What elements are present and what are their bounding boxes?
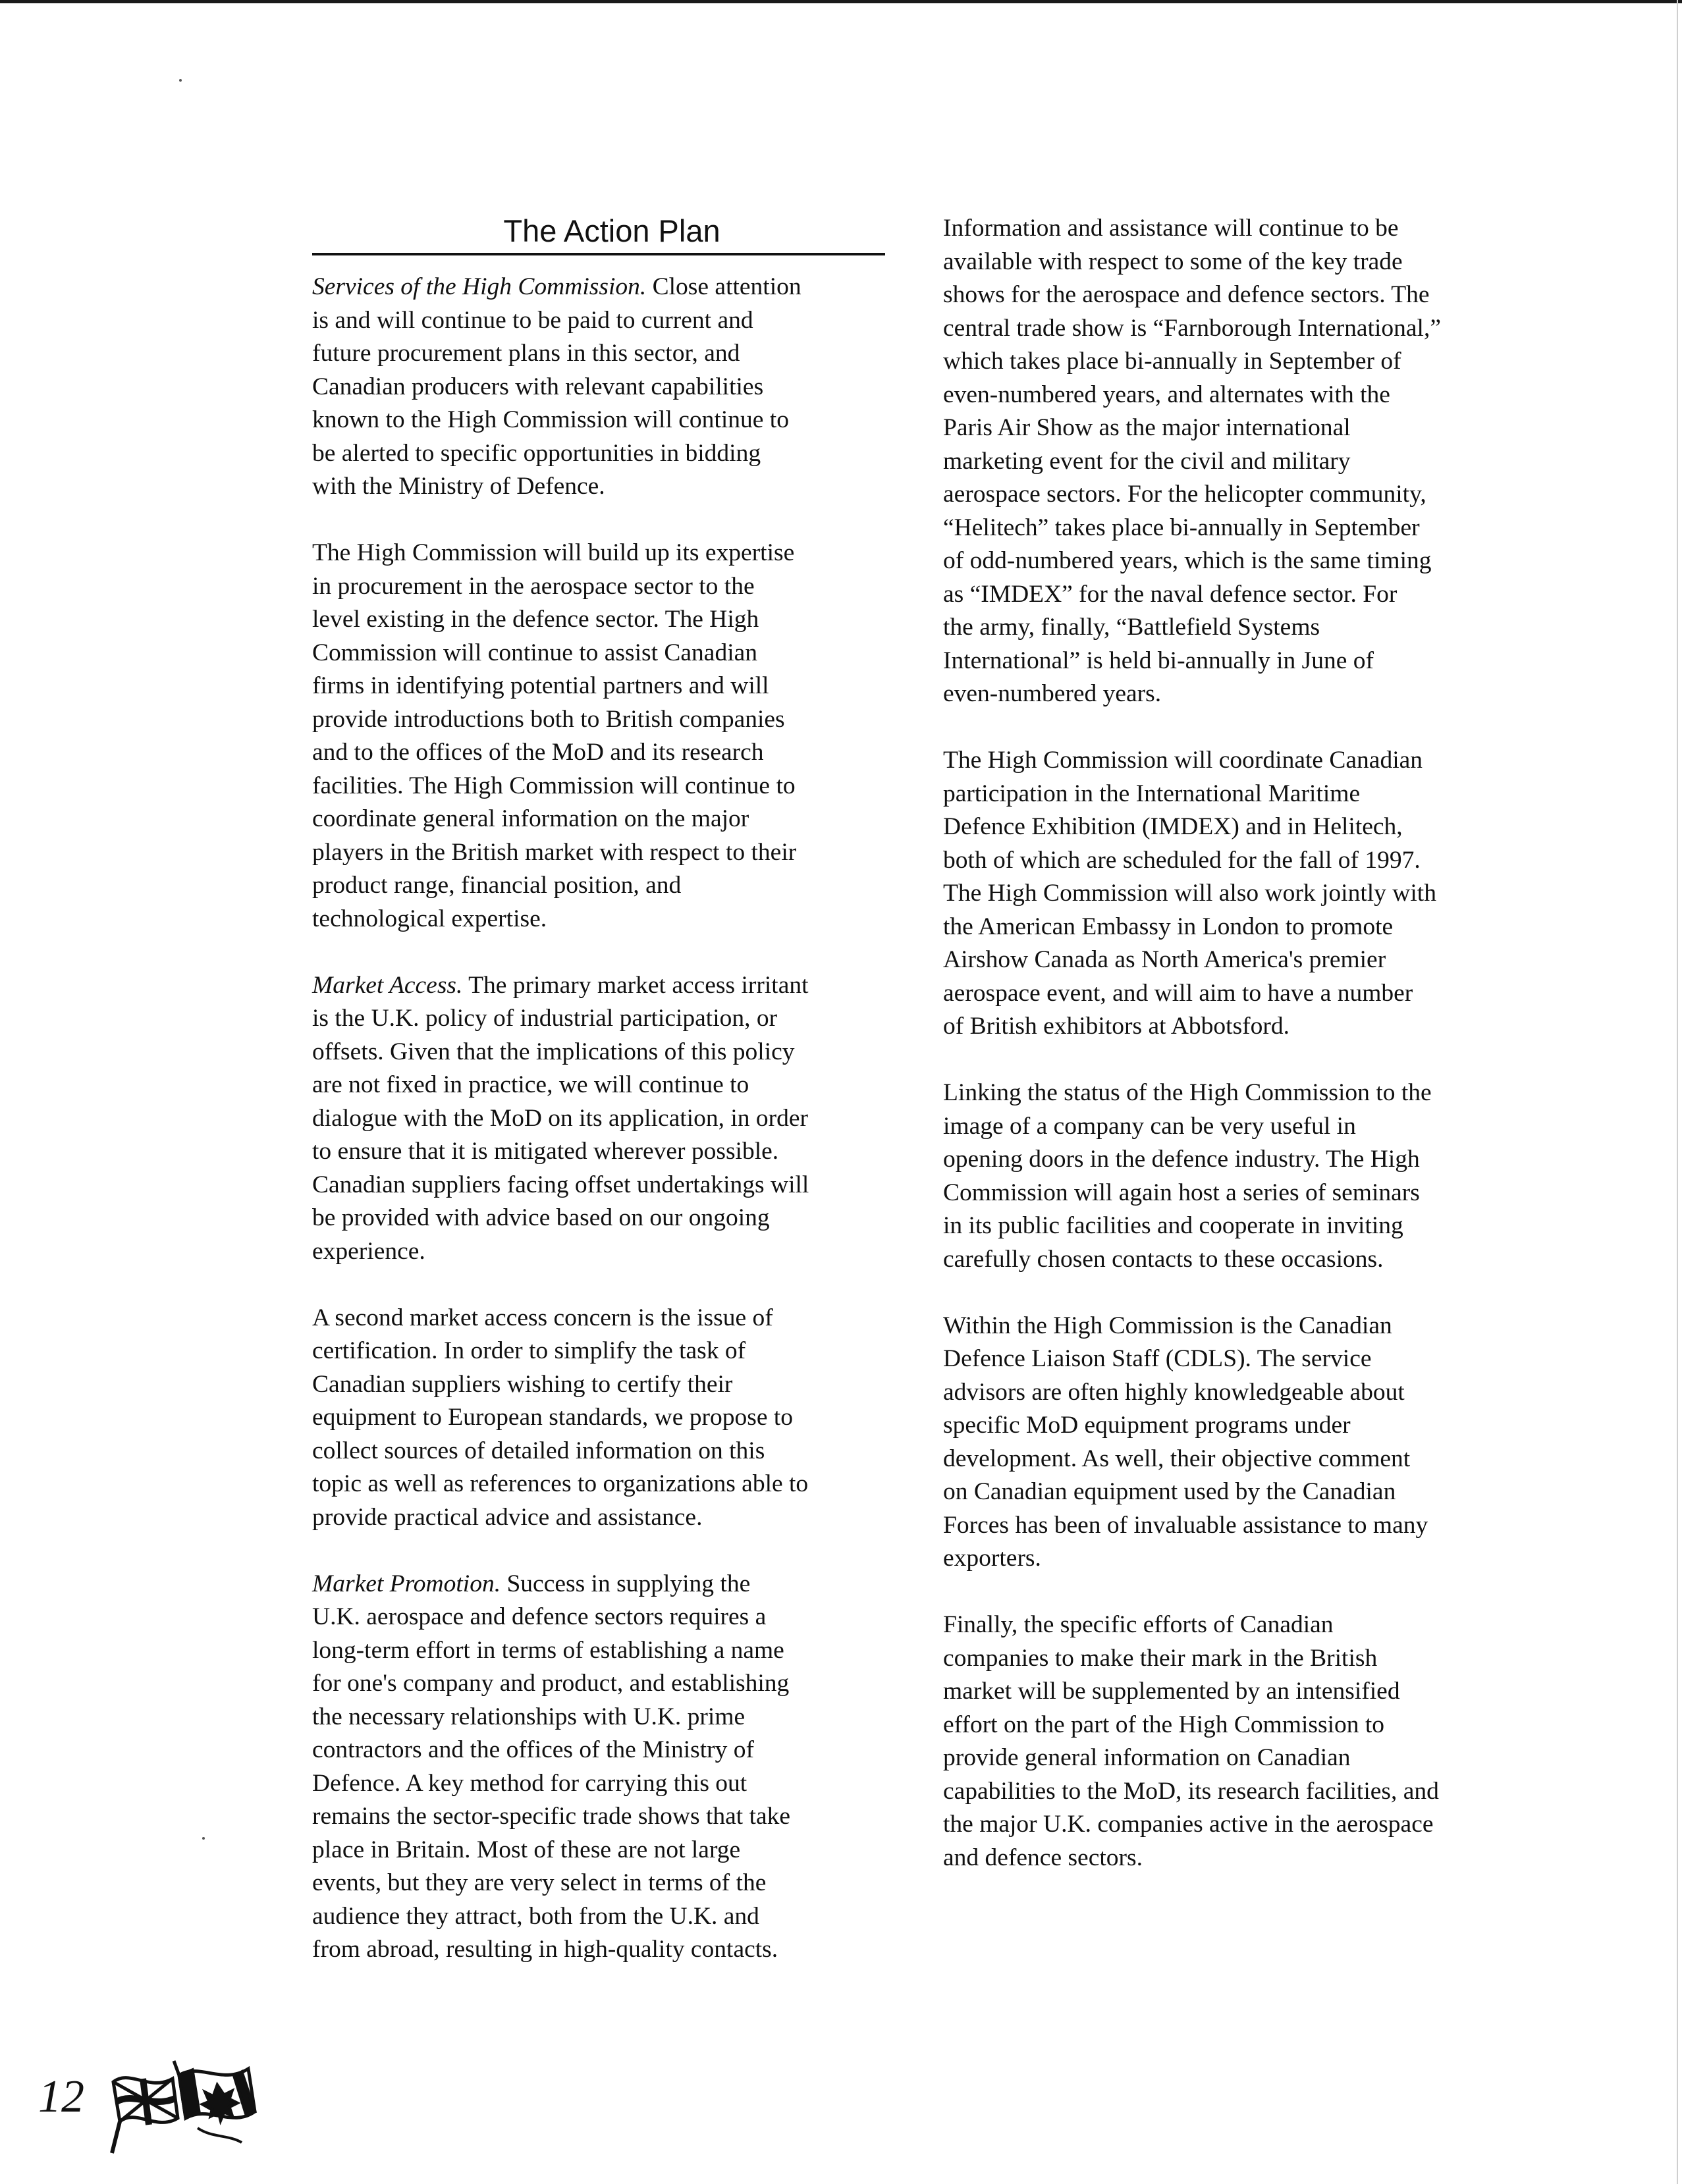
paragraph-text: A second market access concern is the issue of certification. In order to simplify the task of Canadian suppliers wishing to certify their equipment to European standards, we propose to collect sources of detailed information on this topic as well as references to organizations able to provide practical advice and assistance. (312, 1304, 809, 1531)
paragraph-imdex-helitech: The High Commission will coordinate Canadian participation in the International Maritime Defence Exhibition (IMDEX) and in Helitech, both of which are scheduled for the fall of 1997. The High Commission will also work jointly with the American Embassy in London to promote Airshow Canada as North America's premier aerospace event, and will aim to have a number of British exhibitors at Abbotsford. (943, 747, 1436, 1040)
section-title: The Action Plan (312, 212, 885, 255)
right-column (943, 212, 1516, 1908)
paragraph-text: Success in supplying the U.K. aerospace and defence sectors requires a long-term effort in terms of establishing a name for one's company and product, and establishing the necessary relationships with U.K. prime contractors and the offices of the Ministry of Defence. A key method for carrying this out remains the sector-specific trade shows that take place in Britain. Most of these are not large events, but they are very select in terms of the audience they attract, both from the U.K. and from abroad, resulting in high-quality contacts. (312, 1570, 791, 1963)
left-column (312, 212, 885, 2000)
paragraph-text: The High Commission will build up its expertise in procurement in the aerospace sector to the level existing in the defence sector. The High Commission will continue to assist Canadian firms in identifying potential partners and will provide introductions both to British companies and to the offices of the MoD and its research facilities. The High Commission will continue to coordinate general information on the major players in the British market with respect to their product range, financial position, and technological expertise. (312, 539, 797, 932)
paragraph-lead: Services of the High Commission. (312, 273, 647, 300)
paragraph-expertise (312, 537, 885, 936)
page-number: 12 (38, 2071, 84, 2122)
paragraph-status-linking: Linking the status of the High Commission to the image of a company can be very useful in opening doors in the defence industry. The High Commission will again host a series of seminars in its public facilities and cooperate in inviting carefully chosen contacts to these occasions. (943, 1079, 1432, 1273)
paragraph-lead: Market Access. (312, 971, 463, 999)
paragraph-lead: Market Promotion. (312, 1570, 501, 1597)
paragraph-market-promotion (312, 1568, 885, 1967)
crossed-flags-icon (100, 2056, 265, 2154)
paragraph-text: The primary market access irritant is the U.K. policy of industrial participation, or offsets. Given that the implications of this policy are not fixed in practice, we will continue to dialogue with the MoD on its application, in order to ensure that it is mitigated wherever possible. Canadian suppliers facing offset undertakings will be provided with advice based on our ongoing experience. (312, 971, 809, 1265)
paragraph-trade-shows: Information and assistance will continue to be available with respect to some of the key trade shows for the aerospace and defence sectors. The central trade show is “Farnborough International,” which takes place bi-annually in September of even-numbered years, and alternates with the Paris Air Show as the major international marketing event for the civil and military aerospace sectors. For the helicopter community, “Helitech” takes place bi-annually in September of odd-numbered years, which is the same timing as “IMDEX” for the naval defence sector. For the army, finally, “Battlefield Systems International” is held bi-annually in June of even-numbered years. (943, 215, 1441, 707)
scan-speck (179, 79, 182, 82)
paragraph-certification (312, 1302, 885, 1535)
top-border-rule (0, 0, 1682, 3)
paragraph-finally: Finally, the specific efforts of Canadian companies to make their mark in the British market will be supplemented by an intensified effort on the part of the High Commission to provide general information on Canadian capabilities to the MoD, its research facilities, and the major U.K. companies active in the aerospace and defence sectors. (943, 1611, 1439, 1871)
scan-speck (202, 1837, 205, 1840)
paragraph-services (312, 271, 885, 504)
paragraph-text: Close attention is and will continue to be paid to current and future procurement plans in this sector, and Canadian producers with relevant capabilities known to the High Commission will continue to be alerted to specific opportunities in bidding with the Ministry of Defence. (312, 273, 801, 500)
paragraph-cdls: Within the High Commission is the Canadian Defence Liaison Staff (CDLS). The service advisors are often highly knowledgeable about specific MoD equipment programs under development. As well, their objective comment on Canadian equipment used by the Canadian Forces has been of invaluable assistance to many exporters. (943, 1312, 1428, 1572)
right-edge-line (1677, 0, 1678, 2184)
paragraph-market-access (312, 969, 885, 1269)
